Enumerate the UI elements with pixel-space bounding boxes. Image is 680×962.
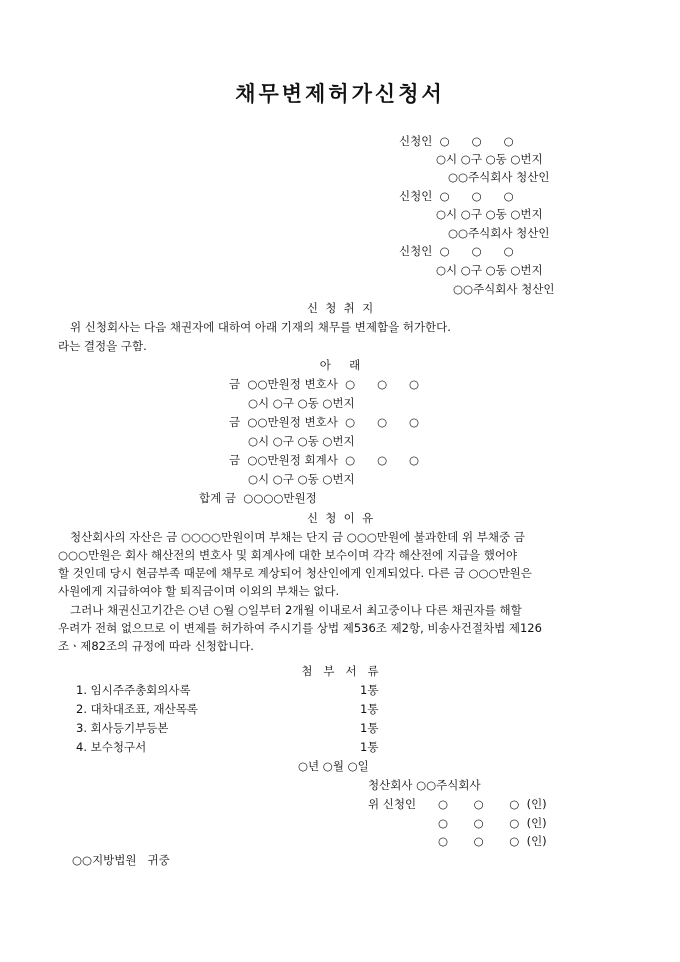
document-title: 채무변제허가신청서	[235, 81, 445, 106]
purpose-text: 라는 결정을 구함.	[58, 339, 147, 353]
attachment-count: 1통	[360, 702, 379, 716]
reason-line: 청산회사의 자산은 금 ○○○○만원이며 부채는 단지 금 ○○○만원에 불과한데 위 부채중 금	[70, 530, 525, 544]
list-item-amount: 금 ○○만원정 변호사 ○ ○ ○	[229, 377, 420, 391]
attachment-label: 1. 임시주주총회의사록	[76, 683, 191, 697]
filing-date: ○년 ○월 ○일	[298, 759, 369, 773]
attachment-label: 3. 회사등기부등본	[76, 721, 169, 735]
attachment-count: 1통	[360, 721, 379, 735]
applicant-role: ○○주식회사 청산인	[448, 226, 550, 240]
list-total: 합계 금 ○○○○만원정	[199, 491, 317, 505]
reason-line: ○○○만원은 회사 해산전의 변호사 및 회계사에 대한 보수이며 각각 해산전에 지급을 했어야	[58, 548, 518, 562]
reason-line: 우려가 전혀 없으므로 이 변제를 허가하여 주시기를 상법 제536조 제2항, 비송사건절차법 제126	[58, 621, 542, 635]
list-item-address: ○시 ○구 ○동 ○번지	[248, 472, 355, 486]
reason-paragraph-1	[58, 528, 624, 600]
reason-line: 그러나 채권신고기간은 ○년 ○월 ○일부터 2개월 이내로서 최고중이나 다른 채권자를 해할	[70, 603, 522, 617]
purpose-text: 위 신청회사는 다음 채권자에 대하여 아래 기재의 채무를 변제함을 허가한다.	[70, 320, 451, 334]
applicant-address: ○시 ○구 ○동 ○번지	[436, 263, 543, 277]
attachments-heading: 첨 부 서 류	[301, 664, 379, 678]
signer-name: ○ ○ ○ (인)	[438, 797, 547, 811]
list-item-amount: 금 ○○만원정 회계사 ○ ○ ○	[229, 453, 420, 467]
attachment-count: 1통	[360, 683, 379, 697]
purpose-heading: 신 청 취 지	[306, 301, 374, 315]
list-item-address: ○시 ○구 ○동 ○번지	[248, 434, 355, 448]
reason-heading: 신 청 이 유	[306, 511, 374, 525]
attachment-count: 1통	[360, 740, 379, 754]
applicant-name: 신청인 ○ ○ ○	[399, 134, 514, 148]
attachment-label: 2. 대차대조표, 재산목록	[76, 702, 198, 716]
applicant-role: ○○주식회사 청산인	[448, 170, 550, 184]
signer-prefix: 위 신청인	[368, 797, 417, 811]
applicant-role: ○○주식회사 청산인	[453, 282, 555, 296]
applicant-name: 신청인 ○ ○ ○	[399, 244, 514, 258]
applicant-name: 신청인 ○ ○ ○	[399, 189, 514, 203]
reason-line: 할 것인데 당시 현금부족 때문에 채무로 계상되어 청산인에게 인계되었다. 다른 금 ○○○만원은	[58, 566, 532, 580]
list-heading: 아 래	[319, 358, 361, 372]
reason-line: 조ㆍ제82조의 규정에 따라 신청합니다.	[58, 639, 254, 653]
applicant-address: ○시 ○구 ○동 ○번지	[436, 152, 543, 166]
signer-name: ○ ○ ○ (인)	[438, 816, 547, 830]
company-name: 청산회사 ○○주식회사	[368, 778, 481, 792]
attachment-label: 4. 보수청구서	[76, 740, 147, 754]
list-item-amount: 금 ○○만원정 변호사 ○ ○ ○	[229, 415, 420, 429]
reason-line: 사원에게 지급하여야 할 퇴직금이며 이외의 부채는 없다.	[58, 584, 340, 598]
list-item-address: ○시 ○구 ○동 ○번지	[248, 396, 355, 410]
court-addressee: ○○지방법원 귀중	[72, 853, 170, 867]
signer-name: ○ ○ ○ (인)	[438, 834, 547, 848]
reason-paragraph-2	[58, 601, 624, 655]
applicant-address: ○시 ○구 ○동 ○번지	[436, 207, 543, 221]
